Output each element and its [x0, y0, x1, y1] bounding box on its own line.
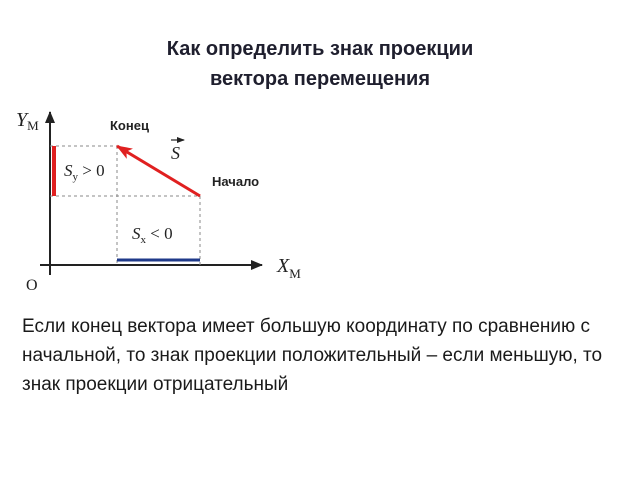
- sy-subscript: y: [72, 171, 78, 183]
- y-axis-subscript: М: [27, 118, 39, 133]
- title-line-1: Как определить знак проекции: [166, 38, 474, 60]
- sx-relation: < 0: [146, 224, 173, 243]
- end-point-label: Конец: [110, 118, 149, 133]
- vector-label: S: [171, 143, 180, 163]
- sx-label: $S_x < 0$: [132, 224, 173, 246]
- dashed-guides: [50, 146, 200, 265]
- y-axis-label: $Y_М$: [16, 109, 39, 133]
- x-axis-subscript: М: [289, 266, 301, 281]
- sy-label: $S_y > 0$: [64, 161, 105, 183]
- explanation-text: Если конец вектора имеет большую координату по сравнению с начальной, то знак проекции положительный – если меньшую, то знак проекции отрицательный: [22, 316, 603, 395]
- origin-label: О: [26, 277, 38, 294]
- x-axis-label: $X_М$: [277, 255, 301, 281]
- sy-relation: > 0: [78, 161, 105, 180]
- displacement-vector: [117, 146, 200, 196]
- start-point-label: Начало: [212, 174, 260, 189]
- title-line-2: вектора перемещения: [209, 68, 431, 90]
- sx-subscript: x: [140, 234, 146, 246]
